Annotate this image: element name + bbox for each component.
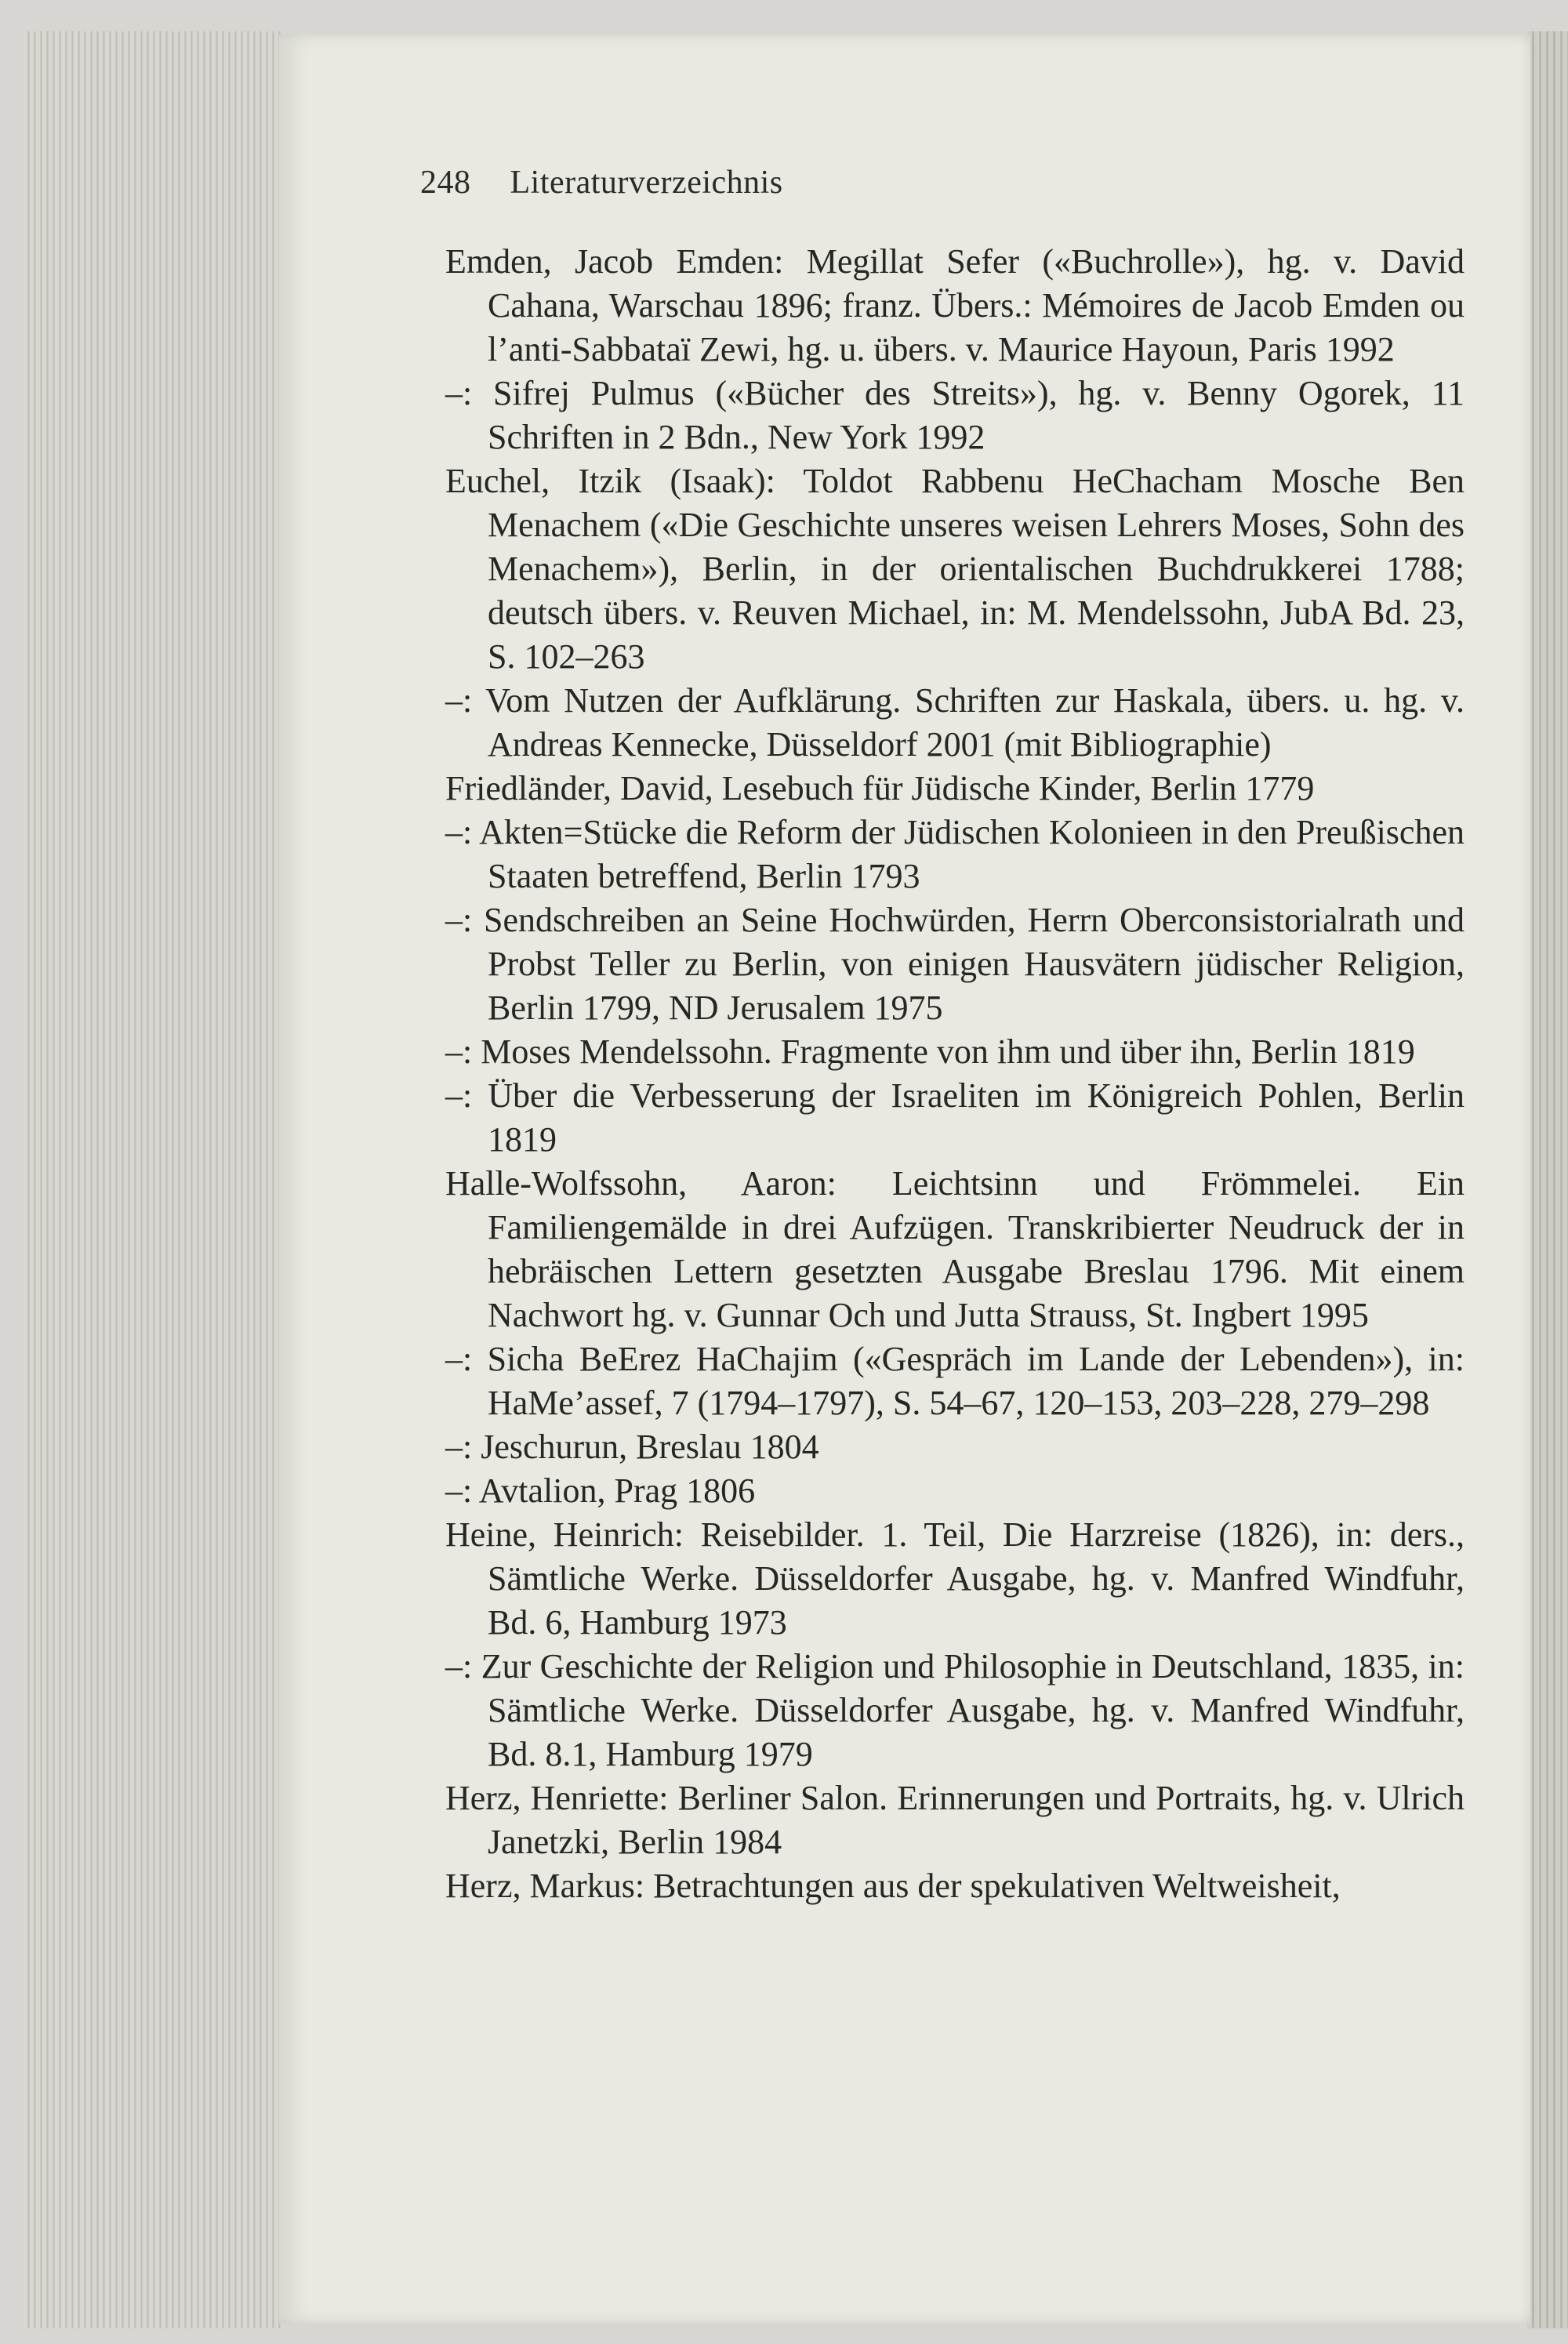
bibliography-entry: –: Zur Geschichte der Religion und Philosophie in Deutschland, 1835, in: Sämtliche Werke. Düsseldorfer Ausgabe, hg. v. Manfred Windfuhr, Bd. 8.1, Hamburg 1979 — [445, 1647, 1465, 1773]
bibliography-entry: –: Moses Mendelssohn. Fragmente von ihm und über ihn, Berlin 1819 — [445, 1032, 1415, 1071]
bibliography-entry: –: Über die Verbesserung der Israeliten im Königreich Pohlen, Berlin 1819 — [445, 1076, 1465, 1159]
bibliography-entry: Herz, Henriette: Berliner Salon. Erinnerungen und Portraits, hg. v. Ulrich Janetzki, Berlin 1984 — [445, 1779, 1465, 1861]
bibliography-entry: –: Avtalion, Prag 1806 — [445, 1471, 756, 1510]
bibliography-entry: Emden, Jacob Emden: Megillat Sefer («Buchrolle»), hg. v. David Cahana, Warschau 1896; franz. Übers.: Mémoires de Jacob Emden ou l’anti-Sabbataï Zewi, hg. u. übers. v. Maurice Hayoun, Paris 1992 — [445, 242, 1465, 368]
book-page-edges-left — [24, 31, 282, 2328]
bibliography-entry: –: Sifrej Pulmus («Bücher des Streits»), hg. v. Benny Ogorek, 11 Schriften in 2 Bdn., New York 1992 — [445, 374, 1465, 456]
bibliography-entry: Herz, Markus: Betrachtungen aus der spekulativen Weltweisheit, — [445, 1867, 1341, 1905]
bibliography-entry: –: Akten=Stücke die Reform der Jüdischen Kolonieen in den Preußischen Staaten betreffend, Berlin 1793 — [445, 813, 1465, 895]
bibliography-entry: Friedländer, David, Lesebuch für Jüdische Kinder, Berlin 1779 — [445, 769, 1315, 807]
bibliography-entry: –: Sendschreiben an Seine Hochwürden, Herrn Oberconsistorialrath und Probst Teller zu Berlin, von einigen Hausvätern jüdischer Religion, Berlin 1799, ND Jerusalem 1975 — [445, 901, 1465, 1027]
bibliography-entry: Heine, Heinrich: Reisebilder. 1. Teil, Die Harzreise (1826), in: ders., Sämtliche Werke. Düsseldorfer Ausgabe, hg. v. Manfred Windfuhr, Bd. 6, Hamburg 1973 — [445, 1515, 1465, 1642]
bibliography-entry: Euchel, Itzik (Isaak): Toldot Rabbenu HeChacham Mosche Ben Menachem («Die Geschichte unseres weisen Lehrers Moses, Sohn des Menachem»), Berlin, in der orientalischen Buchdrukkerei 1788; deutsch übers. v. Reuven Michael, in: M. Mendelssohn, JubA Bd. 23, S. 102–263 — [445, 462, 1465, 676]
book-page — [279, 34, 1530, 2324]
bibliography-entry: –: Jeschurun, Breslau 1804 — [445, 1428, 819, 1466]
bibliography-list — [445, 240, 1465, 1908]
running-head — [420, 164, 783, 201]
bibliography-entry: –: Sicha BeErez HaChajim («Gespräch im Lande der Lebenden»), in: HaMe’assef, 7 (1794–1797), S. 54–67, 120–153, 203–228, 279–298 — [445, 1340, 1465, 1422]
running-title: Literaturverzeichnis — [510, 165, 783, 201]
book-page-edges-right — [1527, 31, 1568, 2328]
bibliography-entry: Halle-Wolfssohn, Aaron: Leichtsinn und Frömmelei. Ein Familiengemälde in drei Aufzügen. Transkribierter Neudruck der in hebräischen Lettern gesetzten Ausgabe Breslau 1796. Mit einem Nachwort hg. v. Gunnar Och und Jutta Strauss, St. Ingbert 1995 — [445, 1164, 1465, 1334]
bibliography-entry: –: Vom Nutzen der Aufklärung. Schriften zur Haskala, übers. u. hg. v. Andreas Kennecke, Düsseldorf 2001 (mit Bibliographie) — [445, 681, 1465, 764]
page-number: 248 — [420, 165, 471, 201]
